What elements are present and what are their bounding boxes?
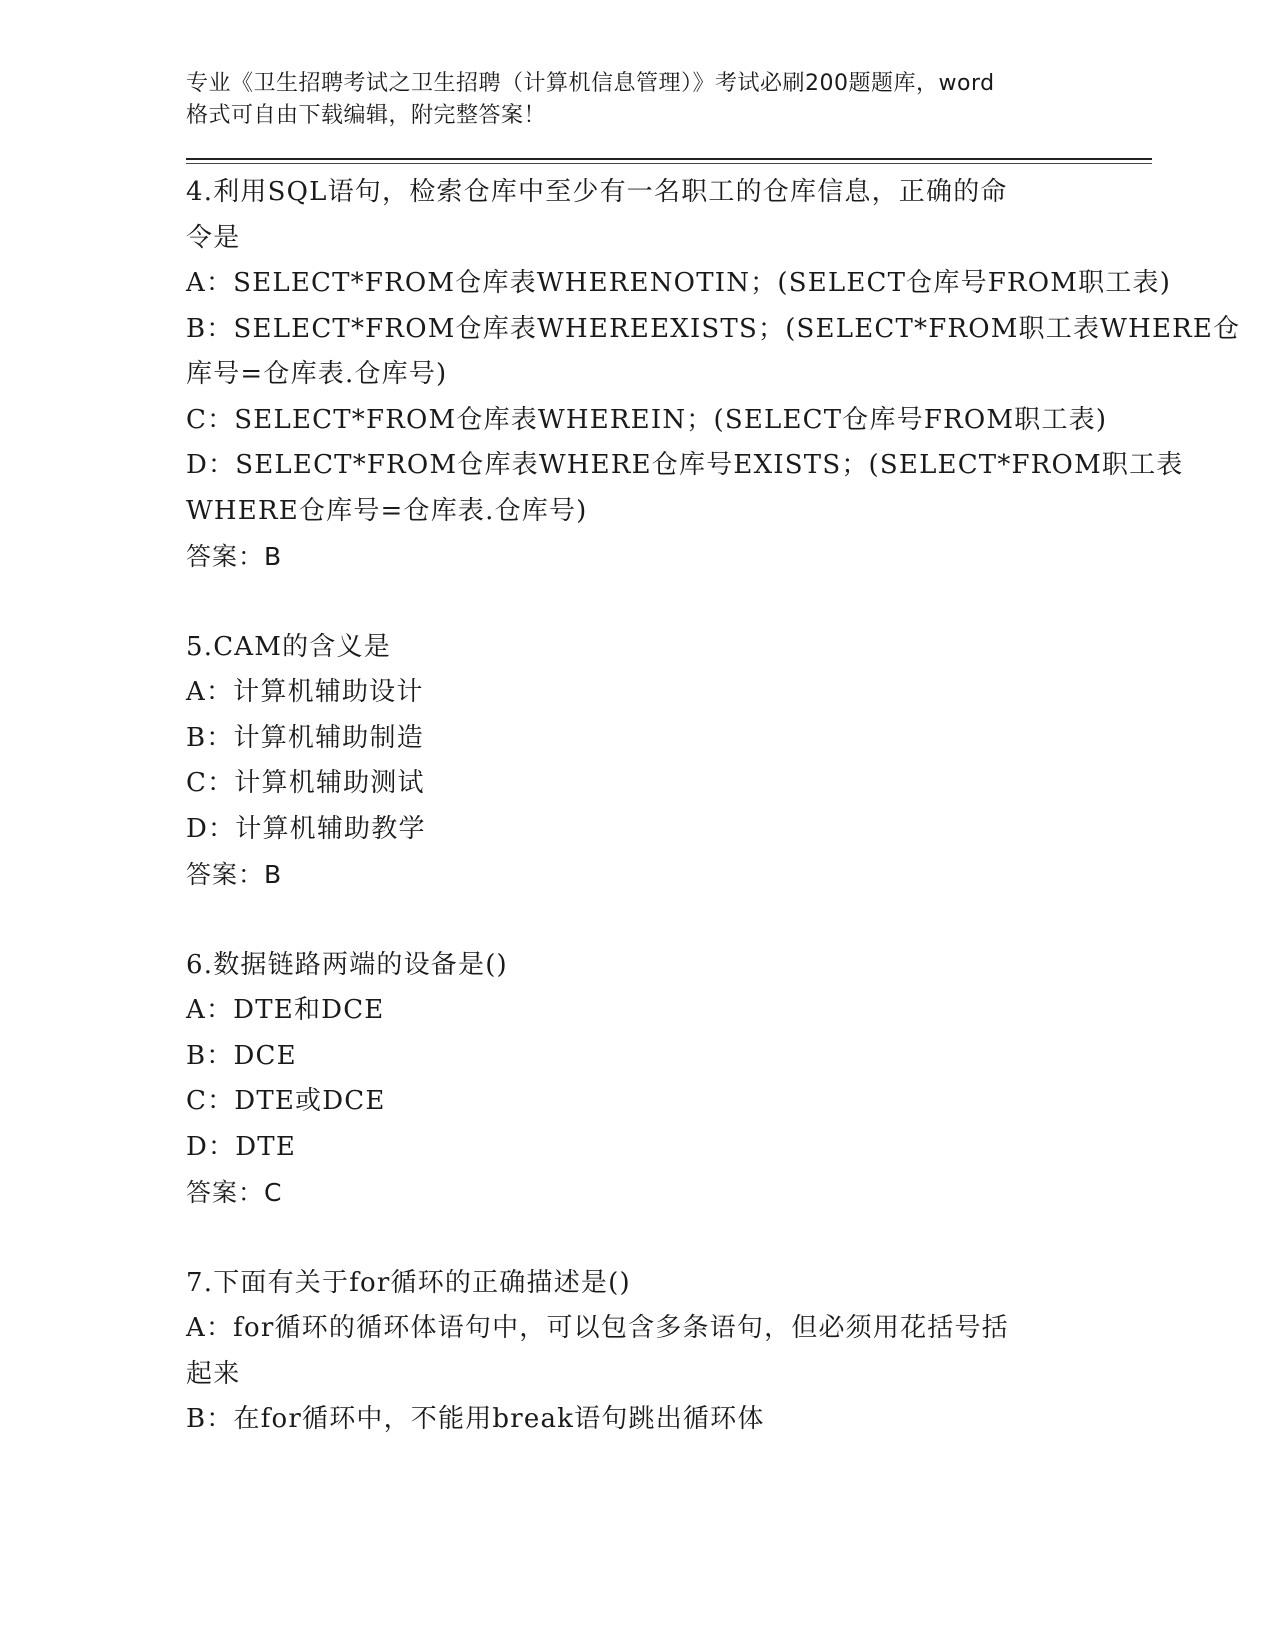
answer: 答案：B — [186, 542, 283, 571]
option-a: A：DTE和DCE — [186, 995, 385, 1025]
document-header — [186, 68, 1146, 132]
question-6 — [186, 943, 1146, 1216]
option-d-continued: WHERE仓库号=仓库表.仓库号) — [186, 495, 588, 526]
question-5 — [186, 625, 1146, 898]
option-b: B：DCE — [186, 1040, 297, 1071]
answer: 答案：B — [186, 860, 283, 889]
question-line: 4.利用SQL语句，检索仓库中至少有一名职工的仓库信息，正确的命 — [186, 177, 1008, 207]
document-page — [186, 68, 1241, 1488]
option-b-continued: 库号=仓库表.仓库号) — [186, 359, 448, 389]
option-a: A：for循环的循环体语句中，可以包含多条语句，但必须用花括号括 — [186, 1313, 1009, 1343]
option-c: C：DTE或DCE — [186, 1086, 386, 1116]
question-line: 6.数据链路两端的设备是() — [186, 949, 508, 980]
option-d: D：SELECT*FROM仓库表WHERE仓库号EXISTS；(SELECT*FROM职工表 — [186, 450, 1184, 480]
option-a: A：计算机辅助设计 — [186, 677, 424, 707]
header-divider-thin — [186, 163, 1152, 164]
question-line: 5.CAM的含义是 — [186, 631, 391, 662]
option-b: B：计算机辅助制造 — [186, 722, 424, 753]
option-d: D：DTE — [186, 1131, 297, 1162]
option-a: A：SELECT*FROM仓库表WHERENOTIN；(SELECT仓库号FROM职工表) — [186, 268, 1172, 298]
header-line-1: 专业《卫生招聘考试之卫生招聘（计算机信息管理）》考试必刷200题题库，word — [186, 71, 995, 96]
option-c: C：计算机辅助测试 — [186, 768, 425, 798]
option-d: D：计算机辅助教学 — [186, 813, 426, 844]
question-7 — [186, 1261, 1146, 1443]
header-divider — [186, 158, 1152, 160]
option-a-continued: 起来 — [186, 1358, 241, 1389]
option-b: B：在for循环中，不能用break语句跳出循环体 — [186, 1404, 765, 1434]
header-line-2: 格式可自由下载编辑，附完整答案！ — [186, 103, 547, 128]
question-line: 令是 — [186, 222, 241, 253]
option-b: B：SELECT*FROM仓库表WHEREEXISTS；(SELECT*FROM职工表WHERE仓 — [186, 313, 1241, 344]
question-list — [186, 170, 1241, 1443]
answer: 答案：C — [186, 1178, 283, 1207]
option-c: C：SELECT*FROM仓库表WHEREIN；(SELECT仓库号FROM职工表) — [186, 404, 1108, 435]
question-line: 7.下面有关于for循环的正确描述是() — [186, 1267, 631, 1298]
question-4 — [186, 170, 1241, 580]
